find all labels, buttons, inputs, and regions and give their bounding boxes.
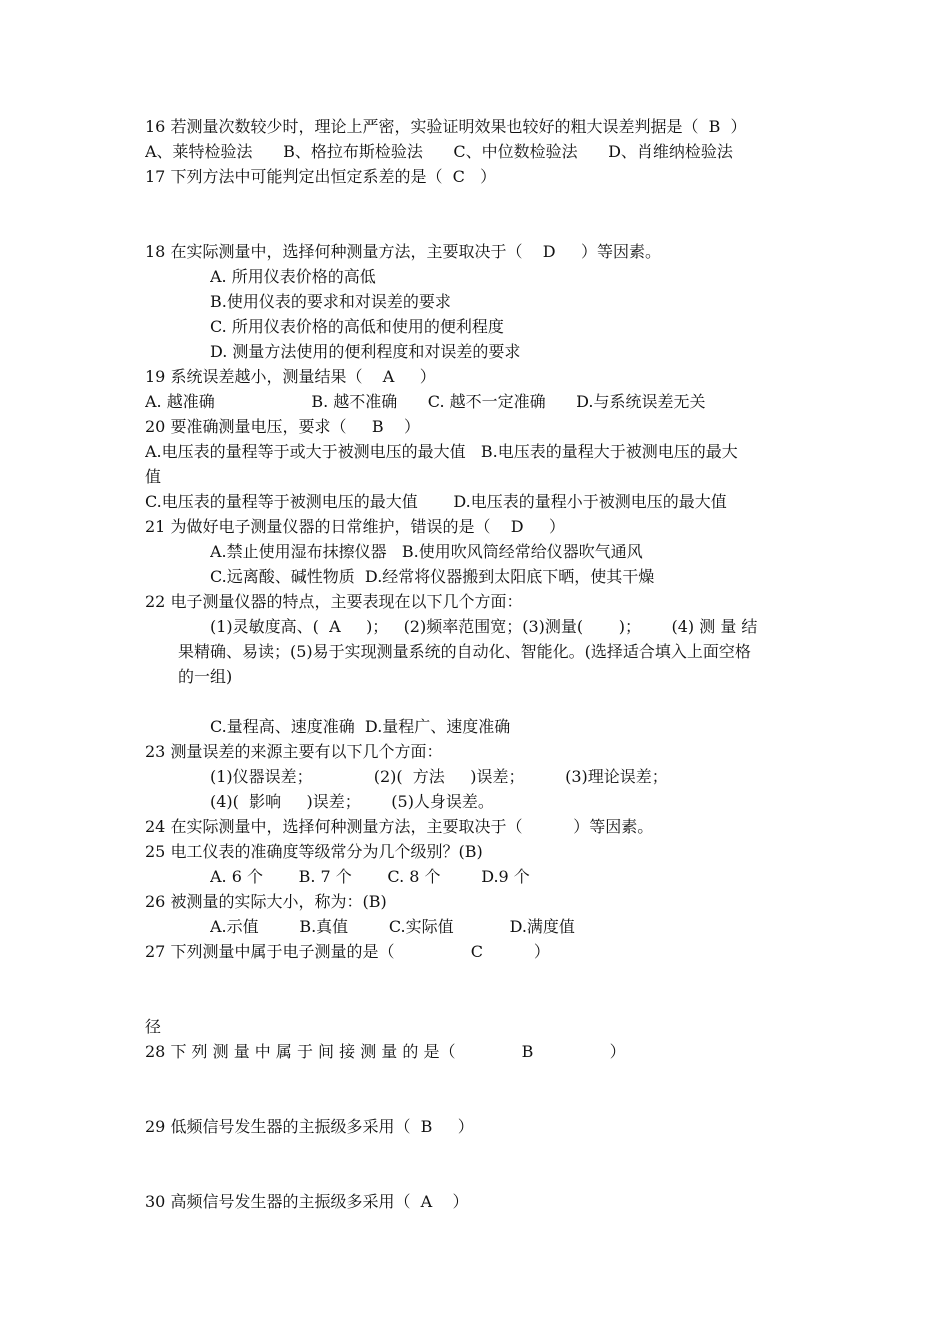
question-22-body-3: 的一组) xyxy=(178,667,233,686)
question-23: 23 测量误差的来源主要有以下几个方面： xyxy=(145,742,443,761)
question-23-items-2: (4)( 影响 )误差； (5)人身误差。 xyxy=(210,792,494,811)
question-17: 17 下列方法中可能判定出恒定系差的是（ C ） xyxy=(145,167,497,186)
question-25: 25 电工仪表的准确度等级常分为几个级别？(B) xyxy=(145,842,483,861)
question-27: 27 下列测量中属于电子测量的是（ C ） xyxy=(145,942,550,961)
question-20: 20 要准确测量电压，要求（ B ） xyxy=(145,417,420,436)
question-22-options-cd: C.量程高、速度准确 D.量程广、速度准确 xyxy=(210,717,511,736)
question-18: 18 在实际测量中，选择何种测量方法，主要取决于（ D ）等因素。 xyxy=(145,242,662,261)
question-26: 26 被测量的实际大小，称为：(B) xyxy=(145,892,387,911)
question-28: 28 下 列 测 量 中 属 于 间 接 测 量 的 是（ B ） xyxy=(145,1042,626,1061)
question-22-body-2: 果精确、易读；(5)易于实现测量系统的自动化、智能化。(选择适合填入上面空格 xyxy=(178,642,751,661)
question-27-options-cd xyxy=(145,989,815,1014)
question-29-options-cd xyxy=(160,1164,815,1189)
question-22: 22 电子测量仪器的特点，主要表现在以下几个方面： xyxy=(145,592,523,611)
question-25-options: A. 6 个 B. 7 个 C. 8 个 D.9 个 xyxy=(210,867,530,886)
question-20-options-ab: A.电压表的量程等于或大于被测电压的最大值 B.电压表的量程大于被测电压的最大 xyxy=(145,442,738,461)
question-19: 19 系统误差越小，测量结果（ A ） xyxy=(145,367,436,386)
question-18-option-a: A. 所用仪表价格的高低 xyxy=(210,267,376,286)
question-27-options-ab xyxy=(145,964,815,989)
question-18-option-d: D. 测量方法使用的便利程度和对误差的要求 xyxy=(210,342,521,361)
question-16-options: A、莱特检验法 B、格拉布斯检验法 C、中位数检验法 D、肖维纳检验法 xyxy=(145,142,733,161)
question-28-options-cd xyxy=(145,1089,815,1114)
question-21-options-ab: A.禁止使用湿布抹擦仪器 B.使用吹风筒经常给仪器吹气通风 xyxy=(210,542,643,561)
question-18-option-c: C. 所用仪表价格的高低和使用的便利程度 xyxy=(210,317,504,336)
question-21-options-cd: C.远离酸、碱性物质 D.经常将仪器搬到太阳底下晒，使其干燥 xyxy=(210,567,655,586)
question-23-items-1: (1)仪器误差； (2)( 方法 )误差； (3)理论误差； xyxy=(210,767,668,786)
question-18-option-b: B.使用仪表的要求和对误差的要求 xyxy=(210,292,451,311)
question-22-body-1: (1)灵敏度高、( A )； (2)频率范围宽；(3)测量( )； (4) 测 量 结 xyxy=(210,617,758,636)
question-30: 30 高频信号发生器的主振级多采用（ A ） xyxy=(145,1192,469,1211)
question-19-options: A. 越准确 B. 越不准确 C. 越不一定准确 D.与系统误差无关 xyxy=(145,392,706,411)
question-21: 21 为做好电子测量仪器的日常维护，错误的是（ D ） xyxy=(145,517,566,536)
question-17-options-ab xyxy=(145,189,815,214)
question-28-options-ab xyxy=(145,1064,815,1089)
question-16: 16 若测量次数较少时，理论上严密，实验证明效果也较好的粗大误差判据是（ B ） xyxy=(145,117,747,136)
question-27-option-d-wrap: 径 xyxy=(145,1017,162,1036)
question-17-options-cd xyxy=(145,214,815,239)
question-29: 29 低频信号发生器的主振级多采用（ B ） xyxy=(145,1117,474,1136)
question-22-options-ab xyxy=(210,689,815,714)
question-26-options: A.示值 B.真值 C.实际值 D.满度值 xyxy=(210,917,575,936)
question-29-options-ab xyxy=(160,1139,815,1164)
question-20-options-cd: C.电压表的量程等于被测电压的最大值 D.电压表的量程小于被测电压的最大值 xyxy=(145,492,727,511)
question-24: 24 在实际测量中，选择何种测量方法，主要取决于（ ）等因素。 xyxy=(145,817,654,836)
question-20-options-ab-wrap: 值 xyxy=(145,467,162,486)
